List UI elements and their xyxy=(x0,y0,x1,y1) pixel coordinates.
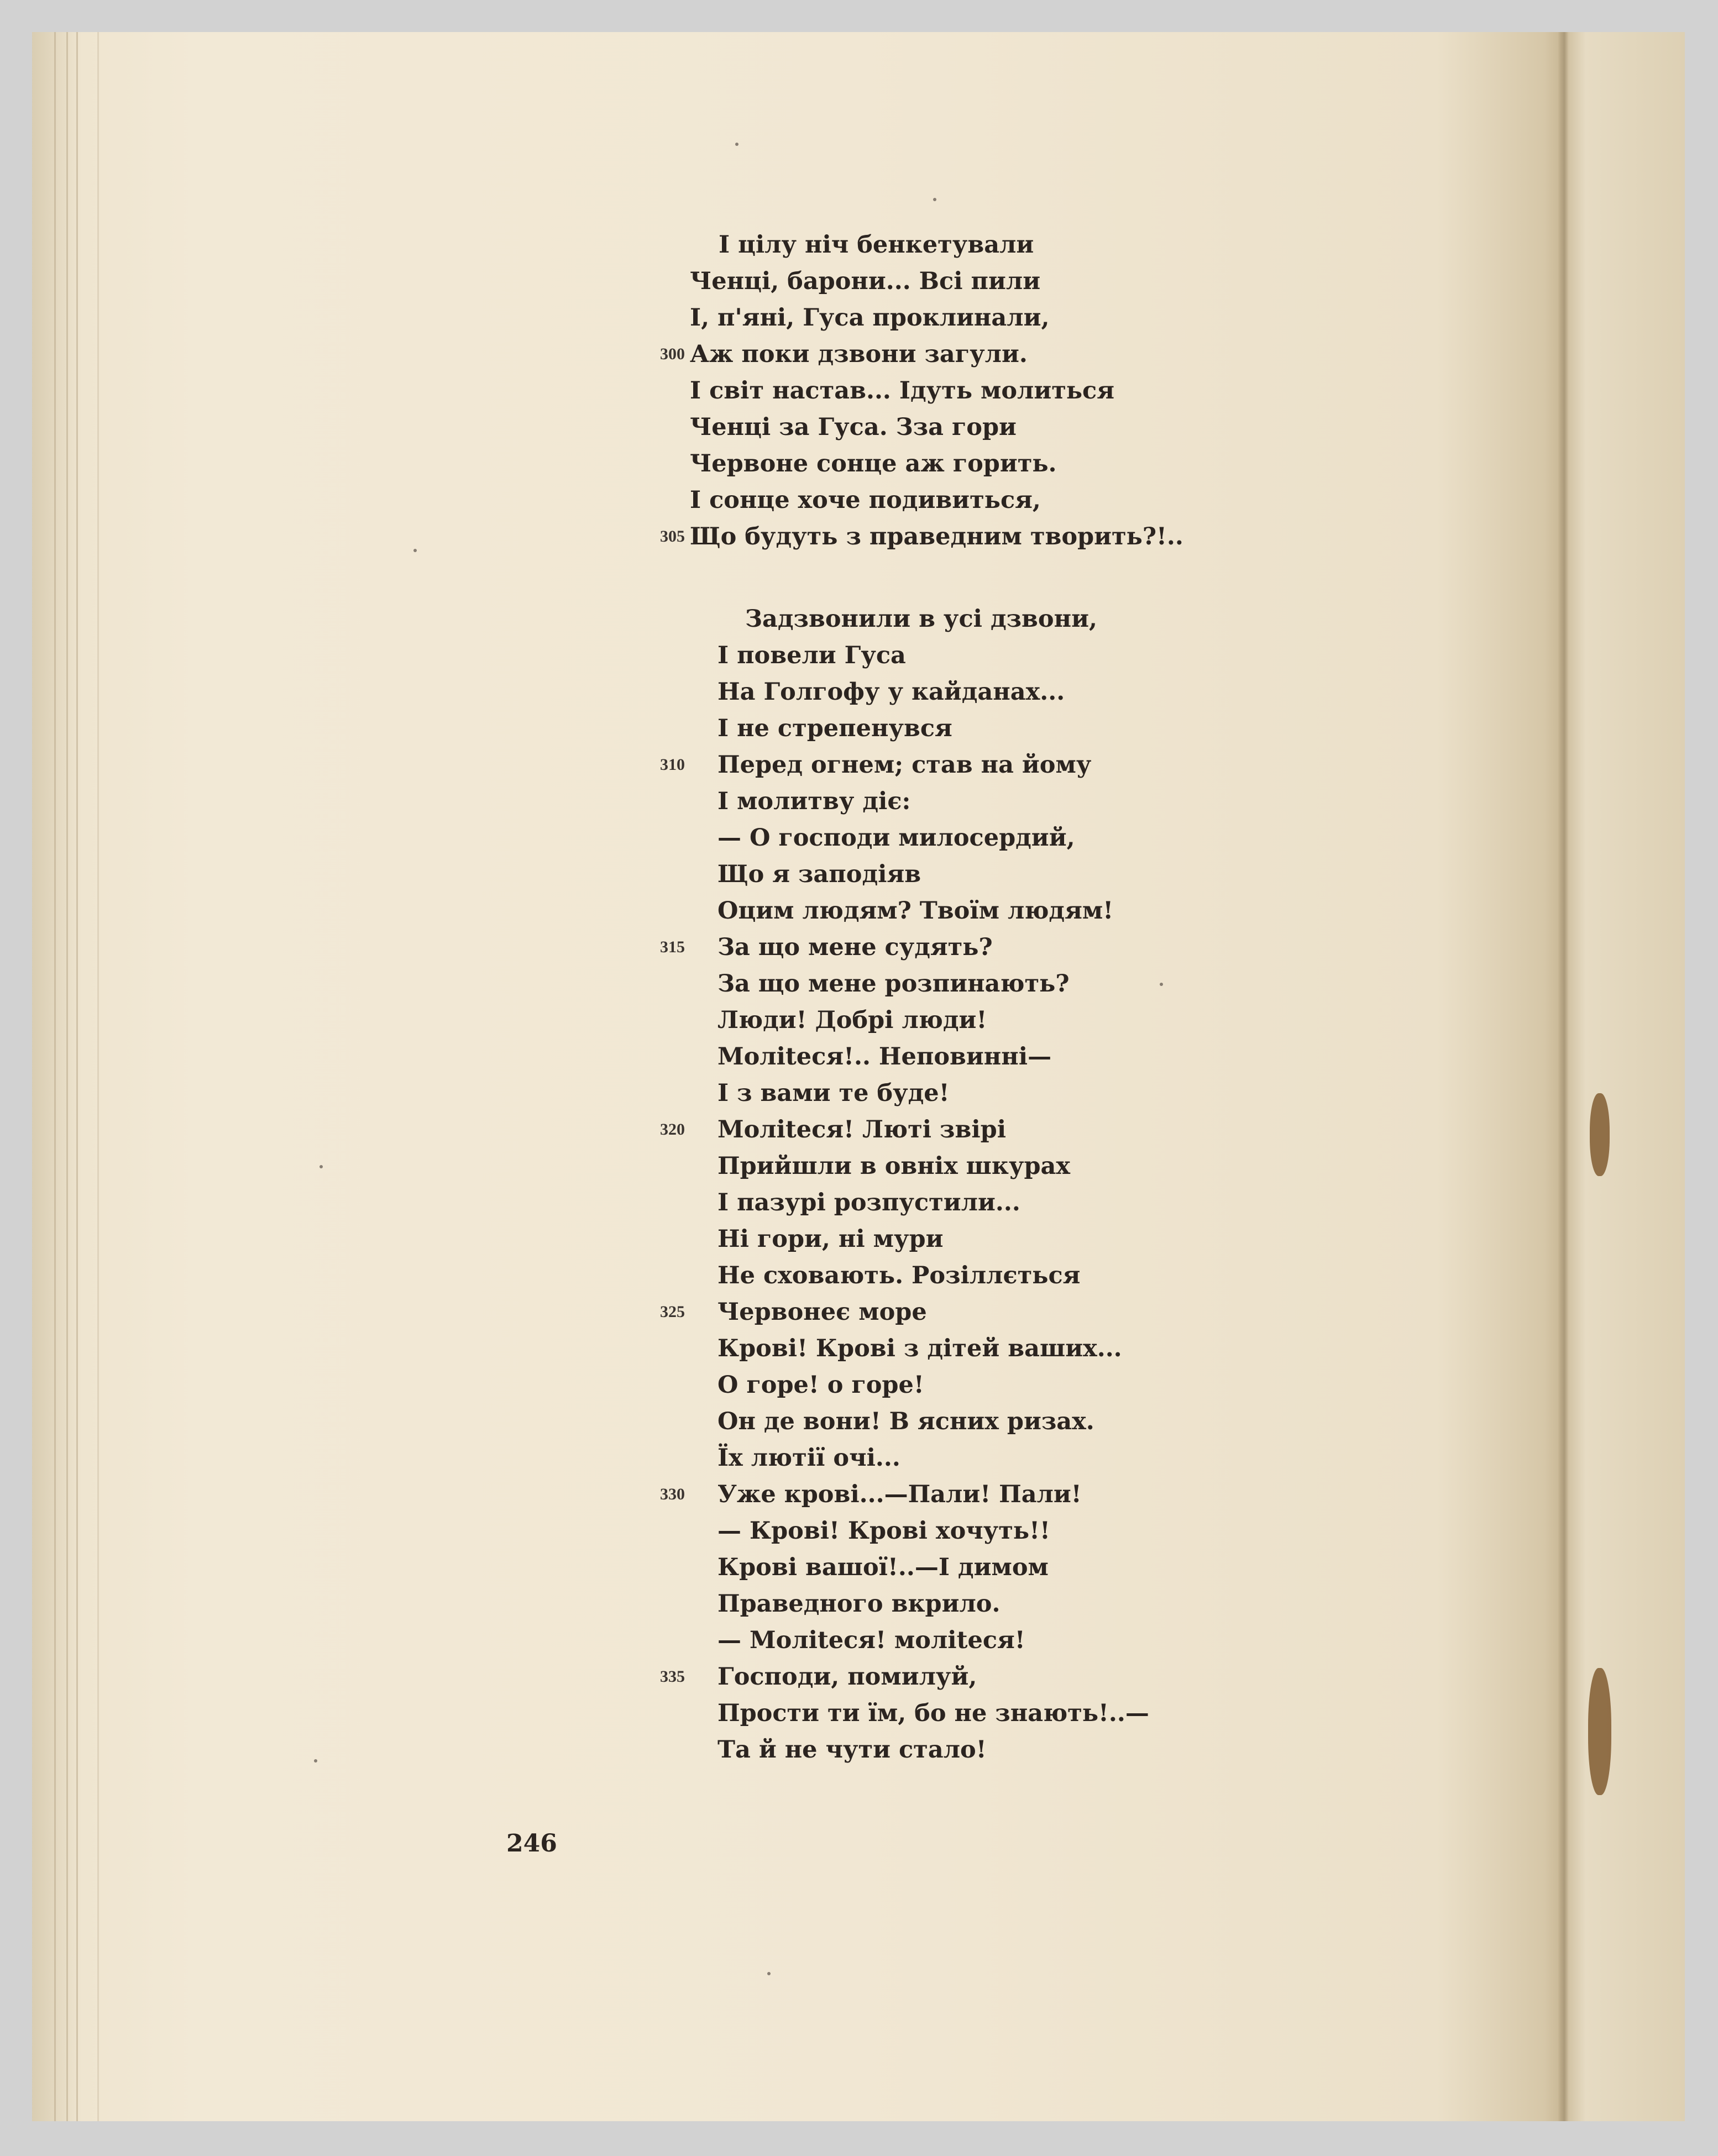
speck xyxy=(314,1759,317,1762)
poem-line: Он де вони! В ясних ризах. xyxy=(717,1408,1094,1435)
poem-line: Ні гори, ні мури xyxy=(717,1225,944,1253)
poem-line: Оцим людям? Твоїм людям! xyxy=(717,897,1114,925)
poem-line: Крові! Крові з дітей ваших... xyxy=(717,1335,1122,1362)
poem-line: Їх лютії очі... xyxy=(717,1444,900,1472)
line-number: 305 xyxy=(660,527,685,545)
poem-line: Люди! Добрі люди! xyxy=(717,1006,987,1034)
poem-line: Та й не чути стало! xyxy=(717,1736,987,1764)
poem-line: Ченці за Гуса. Зза гори xyxy=(690,413,1017,441)
speck xyxy=(1160,983,1163,986)
poem-line: Уже крові...—Пали! Пали! xyxy=(717,1481,1082,1508)
poem-line: Моліteся!.. Неповинні— xyxy=(717,1043,1052,1071)
poem-line: І цілу ніч бенкетували xyxy=(719,231,1034,259)
poem-line: І повели Гуса xyxy=(717,642,906,669)
line-number: 310 xyxy=(660,756,685,774)
rust-stain xyxy=(1590,1093,1610,1176)
poem-line: І сонце хоче подивиться, xyxy=(690,486,1041,514)
poem-line: Прости ти їм, бо не знають!..— xyxy=(717,1699,1149,1727)
poem-line: На Голгофу у кайданах... xyxy=(717,678,1065,706)
poem-line: І світ настав... Ідуть молиться xyxy=(690,377,1114,405)
poem-line: Червонеє море xyxy=(717,1298,927,1326)
poem-line: Що будуть з праведним творить?!.. xyxy=(690,523,1183,550)
poem-line: — Крові! Крові хочуть!! xyxy=(717,1517,1050,1545)
poem-line: Ченці, барони... Всі пили xyxy=(690,267,1041,295)
page-number: 246 xyxy=(506,1829,557,1858)
binding-line xyxy=(54,32,56,2121)
poem-line: Моліteся! Люті звірі xyxy=(717,1116,1007,1143)
poem-line: За що мене судять? xyxy=(717,933,993,961)
poem-line: — Моліteся! моліteся! xyxy=(717,1627,1025,1654)
poem-line: І, п'яні, Гуса проклинали, xyxy=(690,304,1050,332)
poem-line: І молитву діє: xyxy=(717,788,911,815)
line-number: 300 xyxy=(660,345,685,363)
poem-line: Прийшли в овніх шкурах xyxy=(717,1152,1071,1180)
speck xyxy=(319,1165,323,1168)
poem-line: І з вами те буде! xyxy=(717,1079,950,1107)
rust-stain xyxy=(1588,1668,1611,1795)
page-gutter-shadow xyxy=(1558,32,1569,2121)
speck xyxy=(933,198,936,201)
poem-line: Перед огнем; став на йому xyxy=(717,751,1092,779)
poem-line: Що я заподіяв xyxy=(717,861,921,888)
poem-line: За що мене розпинають? xyxy=(717,970,1070,998)
poem-line: Господи, помилуй, xyxy=(717,1663,977,1691)
binding-line xyxy=(76,32,78,2121)
line-number: 320 xyxy=(660,1120,685,1139)
speck xyxy=(767,1972,771,1975)
poem-line: Крові вашої!..—І димом xyxy=(717,1554,1049,1581)
poem-line: І пазурі розпустили... xyxy=(717,1189,1020,1216)
line-number: 330 xyxy=(660,1485,685,1503)
line-number: 335 xyxy=(660,1667,685,1686)
poem-line: Задзвонили в усі дзвони, xyxy=(745,605,1097,633)
poem-line: Праведного вкрило. xyxy=(717,1590,1001,1618)
binding-line xyxy=(66,32,68,2121)
speck xyxy=(413,549,417,552)
poem-line: Аж поки дзвони загули. xyxy=(690,340,1028,368)
poem-line: — О господи милосердий, xyxy=(717,824,1075,852)
line-number: 325 xyxy=(660,1303,685,1321)
line-number: 315 xyxy=(660,938,685,956)
poem-line: О горе! о горе! xyxy=(717,1371,924,1399)
poem-line: І не стрепенувся xyxy=(717,715,952,742)
binding-line xyxy=(97,32,99,2121)
speck xyxy=(735,143,738,146)
poem-line: Не сховають. Розіллється xyxy=(717,1262,1081,1289)
poem-line: Червоне сонце аж горить. xyxy=(690,450,1057,478)
